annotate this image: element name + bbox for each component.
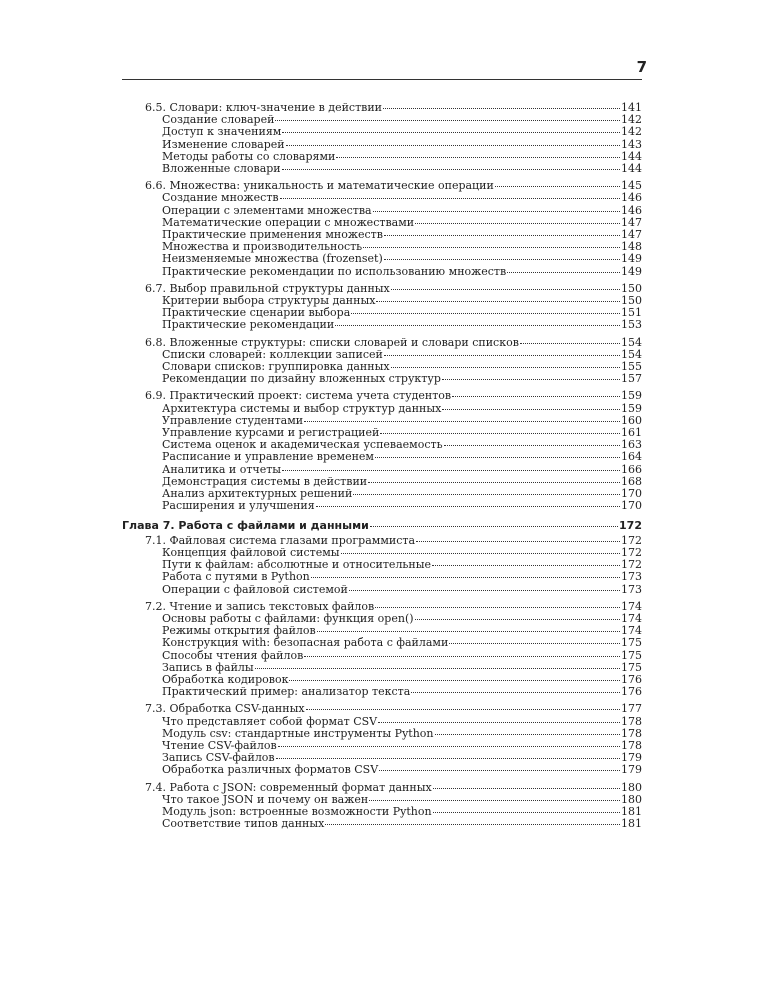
toc-subsection-entry <box>122 349 642 361</box>
toc-entry-title: Методы работы со словарями <box>162 150 336 163</box>
dot-leader <box>415 617 620 620</box>
toc-entry-title: Словари списков: группировка данных <box>162 361 390 374</box>
toc-subsection-entry <box>122 728 642 740</box>
toc-subsection-entry <box>122 114 642 126</box>
dot-leader <box>368 480 620 483</box>
toc-subsection-entry <box>122 662 642 674</box>
dot-leader <box>380 431 620 434</box>
toc-entry-page: 145 <box>621 180 642 193</box>
toc-subsection-entry <box>122 295 642 307</box>
toc-subsection-entry <box>122 151 642 163</box>
toc-entry-title: Глава 7. Работа с файлами и данными <box>122 519 369 532</box>
toc-subsection-entry <box>122 500 642 512</box>
toc-entry-page: 151 <box>621 307 642 320</box>
toc-entry-title: Модуль csv: стандартные инструменты Python <box>162 727 434 740</box>
toc-entry-title: 6.6. Множества: уникальность и математические операции <box>145 180 494 193</box>
toc-entry-title: Управление курсами и регистрацией <box>162 427 380 440</box>
dot-leader <box>304 419 620 422</box>
toc-section-entry <box>122 337 642 349</box>
toc-subsection-entry <box>122 229 642 241</box>
toc-section-entry <box>122 102 642 114</box>
toc-subsection-entry <box>122 403 642 415</box>
dot-leader <box>353 492 620 495</box>
toc-section-entry <box>122 703 642 715</box>
toc-section-entry <box>122 390 642 402</box>
toc-entry-title: 6.8. Вложенные структуры: списки словарей и словари списков <box>145 336 519 349</box>
toc-entry-title: Создание словарей <box>162 114 275 127</box>
toc-entry-title: Практические сценарии выбора <box>162 307 351 320</box>
toc-entry-title: 7.4. Работа с JSON: современный формат данных <box>145 781 432 794</box>
toc-entry-page: 149 <box>621 265 642 278</box>
dot-leader <box>276 756 620 759</box>
toc-entry-page: 172 <box>619 519 642 532</box>
toc-entry-page: 150 <box>621 282 642 295</box>
toc-entry-page: 143 <box>621 138 642 151</box>
toc-entry-page: 170 <box>621 500 642 513</box>
toc-entry-page: 146 <box>621 204 642 217</box>
dot-leader <box>375 455 620 458</box>
dot-leader <box>433 786 620 789</box>
toc-entry-page: 147 <box>621 216 642 229</box>
dot-leader <box>370 524 618 527</box>
dot-leader <box>341 551 620 554</box>
dot-leader <box>411 690 620 693</box>
toc-entry-title: Работа с путями в Python <box>162 571 310 584</box>
toc-entry-page: 166 <box>621 463 642 476</box>
toc-entry-page: 176 <box>621 686 642 699</box>
dot-leader <box>507 270 620 273</box>
toc-entry-page: 181 <box>621 818 642 831</box>
toc-entry-title: Практические применения множеств <box>162 229 383 242</box>
dot-leader <box>391 365 620 368</box>
toc-subsection-entry <box>122 764 642 776</box>
toc-entry-title: Пути к файлам: абсолютные и относительные <box>162 559 432 572</box>
toc-entry-title: Критерии выбора структуры данных <box>162 295 376 308</box>
toc-entry-title: Чтение CSV-файлов <box>162 739 277 752</box>
toc-entry-page: 154 <box>621 348 642 361</box>
toc-entry-title: Доступ к значениям <box>162 126 282 139</box>
toc-entry-page: 179 <box>621 764 642 777</box>
toc-subsection-entry <box>122 163 642 175</box>
toc-entry-title: Модуль json: встроенные возможности Python <box>162 805 432 818</box>
toc-entry-title: Что представляет собой формат CSV <box>162 715 378 728</box>
toc-entry-page: 160 <box>621 414 642 427</box>
toc-entry-title: Режимы открытия файлов <box>162 625 316 638</box>
toc-entry-page: 154 <box>621 336 642 349</box>
toc-entry-page: 147 <box>621 229 642 242</box>
toc-entry-page: 142 <box>621 126 642 139</box>
toc-subsection-entry <box>122 650 642 662</box>
toc-entry-page: 173 <box>621 571 642 584</box>
toc-entry-title: Операции с файловой системой <box>162 583 348 596</box>
toc-section-entry <box>122 283 642 295</box>
toc-entry-page: 141 <box>621 102 642 114</box>
toc-entry-title: Множества и производительность <box>162 241 363 254</box>
toc-entry-title: Операции с элементами множества <box>162 204 372 217</box>
toc-subsection-entry <box>122 464 642 476</box>
dot-leader <box>349 588 620 591</box>
toc-entry-title: 6.5. Словари: ключ-значение в действии <box>145 102 383 114</box>
dot-leader <box>433 810 620 813</box>
dot-leader <box>275 118 620 121</box>
toc-entry-title: Конструкция with: безопасная работа с файлами <box>162 637 449 650</box>
dot-leader <box>306 707 620 710</box>
toc-subsection-entry <box>122 139 642 151</box>
dot-leader <box>391 287 620 290</box>
toc-subsection-entry <box>122 716 642 728</box>
toc-subsection-entry <box>122 476 642 488</box>
toc-subsection-entry <box>122 205 642 217</box>
dot-leader <box>416 539 620 542</box>
toc-entry-page: 159 <box>621 390 642 403</box>
dot-leader <box>363 245 620 248</box>
toc-subsection-entry <box>122 752 642 764</box>
toc-entry-title: Практические рекомендации <box>162 319 335 332</box>
toc-entry-title: Практические рекомендации по использованию множеств <box>162 265 507 278</box>
toc-entry-page: 144 <box>621 150 642 163</box>
toc-entry-page: 174 <box>621 612 642 625</box>
toc-section-entry <box>122 782 642 794</box>
toc-entry-page: 172 <box>621 546 642 559</box>
toc-entry-title: Создание множеств <box>162 192 279 205</box>
toc-subsection-entry <box>122 794 642 806</box>
toc-entry-page: 172 <box>621 559 642 572</box>
toc-subsection-entry <box>122 637 642 649</box>
toc-entry-title: Архитектура системы и выбор структур данных <box>162 402 442 415</box>
toc-entry-title: Расписание и управление временем <box>162 451 374 464</box>
toc-subsection-entry <box>122 806 642 818</box>
toc-entry-title: Анализ архитектурных решений <box>162 488 353 501</box>
dot-leader <box>452 394 620 397</box>
toc-entry-page: 159 <box>621 402 642 415</box>
toc-entry-title: Вложенные словари <box>162 163 281 176</box>
dot-leader <box>304 654 620 657</box>
dot-leader <box>442 407 620 410</box>
toc-entry-title: Неизменяемые множества (frozenset) <box>162 253 383 266</box>
dot-leader <box>442 377 620 380</box>
toc-subsection-entry <box>122 439 642 451</box>
dot-leader <box>282 130 620 133</box>
toc-entry-page: 163 <box>621 439 642 452</box>
toc-subsection-entry <box>122 571 642 583</box>
dot-leader <box>255 666 620 669</box>
dot-leader <box>311 575 620 578</box>
toc-subsection-entry <box>122 266 642 278</box>
toc-subsection-entry <box>122 217 642 229</box>
dot-leader <box>375 605 620 608</box>
toc-entry-title: 7.3. Обработка CSV-данных <box>145 703 305 716</box>
toc-section-entry <box>122 601 642 613</box>
toc-entry-title: Расширения и улучшения <box>162 500 315 513</box>
toc-subsection-entry <box>122 625 642 637</box>
toc-entry-title: Управление студентами <box>162 414 304 427</box>
toc-entry-page: 170 <box>621 488 642 501</box>
dot-leader <box>280 196 620 199</box>
toc-entry-page: 161 <box>621 427 642 440</box>
toc-entry-page: 144 <box>621 163 642 176</box>
header-rule <box>122 79 642 80</box>
page-number: 7 <box>636 58 647 76</box>
toc-chapter-entry <box>122 520 642 532</box>
dot-leader <box>325 822 620 825</box>
dot-leader <box>384 257 620 260</box>
toc-subsection-entry <box>122 427 642 439</box>
toc-entry-page: 164 <box>621 451 642 464</box>
toc-section-entry <box>122 180 642 192</box>
dot-leader <box>384 353 620 356</box>
toc-subsection-entry <box>122 559 642 571</box>
toc-subsection-entry <box>122 674 642 686</box>
toc-entry-title: Что такое JSON и почему он важен <box>162 793 369 806</box>
toc-entry-title: Практический пример: анализатор текста <box>162 686 411 699</box>
toc-entry-page: 148 <box>621 241 642 254</box>
toc-entry-page: 149 <box>621 253 642 266</box>
toc-subsection-entry <box>122 584 642 596</box>
toc-entry-page: 174 <box>621 600 642 613</box>
table-of-contents <box>122 102 642 830</box>
dot-leader <box>286 143 620 146</box>
dot-leader <box>435 732 621 735</box>
toc-subsection-entry <box>122 307 642 319</box>
toc-subsection-entry <box>122 415 642 427</box>
toc-entry-title: Концепция файловой системы <box>162 546 340 559</box>
dot-leader <box>373 209 620 212</box>
toc-entry-title: Математические операции с множествами <box>162 216 415 229</box>
dot-leader <box>495 184 620 187</box>
toc-entry-page: 178 <box>621 715 642 728</box>
toc-section-entry <box>122 535 642 547</box>
toc-entry-page: 180 <box>621 781 642 794</box>
dot-leader <box>336 155 620 158</box>
toc-entry-title: Изменение словарей <box>162 138 285 151</box>
toc-entry-page: 176 <box>621 673 642 686</box>
dot-leader <box>369 798 620 801</box>
toc-entry-title: Запись CSV-файлов <box>162 752 275 765</box>
toc-entry-title: Способы чтения файлов <box>162 649 304 662</box>
toc-entry-page: 172 <box>621 534 642 547</box>
dot-leader <box>378 720 620 723</box>
dot-leader <box>289 678 620 681</box>
toc-entry-page: 181 <box>621 805 642 818</box>
toc-subsection-entry <box>122 613 642 625</box>
dot-leader <box>317 629 620 632</box>
toc-subsection-entry <box>122 253 642 265</box>
dot-leader <box>316 504 620 507</box>
toc-entry-page: 177 <box>621 703 642 716</box>
toc-entry-title: 6.7. Выбор правильной структуры данных <box>145 282 390 295</box>
toc-entry-page: 175 <box>621 637 642 650</box>
dot-leader <box>449 641 620 644</box>
toc-entry-page: 153 <box>621 319 642 332</box>
toc-entry-page: 157 <box>621 373 642 386</box>
dot-leader <box>376 299 620 302</box>
toc-subsection-entry <box>122 373 642 385</box>
dot-leader <box>432 563 620 566</box>
toc-entry-page: 174 <box>621 625 642 638</box>
toc-entry-page: 150 <box>621 295 642 308</box>
toc-subsection-entry <box>122 126 642 138</box>
dot-leader <box>335 323 620 326</box>
toc-entry-page: 178 <box>621 739 642 752</box>
toc-entry-title: Запись в файлы <box>162 661 254 674</box>
toc-subsection-entry <box>122 192 642 204</box>
toc-entry-title: Система оценок и академическая успеваемость <box>162 439 443 452</box>
toc-subsection-entry <box>122 547 642 559</box>
toc-entry-page: 178 <box>621 727 642 740</box>
toc-entry-page: 175 <box>621 661 642 674</box>
dot-leader <box>383 106 620 109</box>
dot-leader <box>278 744 620 747</box>
toc-subsection-entry <box>122 361 642 373</box>
toc-entry-page: 142 <box>621 114 642 127</box>
toc-entry-page: 146 <box>621 192 642 205</box>
toc-subsection-entry <box>122 241 642 253</box>
toc-entry-page: 180 <box>621 793 642 806</box>
toc-entry-title: Аналитика и отчеты <box>162 463 282 476</box>
toc-entry-title: Обработка различных форматов CSV <box>162 764 379 777</box>
toc-entry-page: 155 <box>621 361 642 374</box>
toc-subsection-entry <box>122 319 642 331</box>
toc-entry-title: Основы работы с файлами: функция open() <box>162 612 414 625</box>
dot-leader <box>379 768 620 771</box>
toc-entry-page: 179 <box>621 752 642 765</box>
toc-entry-title: 6.9. Практический проект: система учета студентов <box>145 390 452 403</box>
toc-subsection-entry <box>122 686 642 698</box>
dot-leader <box>384 233 620 236</box>
toc-subsection-entry <box>122 451 642 463</box>
dot-leader <box>351 311 620 314</box>
toc-entry-page: 173 <box>621 583 642 596</box>
toc-entry-title: Соответствие типов данных <box>162 818 325 831</box>
dot-leader <box>520 341 620 344</box>
toc-subsection-entry <box>122 488 642 500</box>
toc-entry-title: 7.2. Чтение и запись текстовых файлов <box>145 600 375 613</box>
dot-leader <box>444 443 620 446</box>
dot-leader <box>415 221 620 224</box>
toc-entry-page: 175 <box>621 649 642 662</box>
dot-leader <box>282 468 620 471</box>
toc-entry-title: Демонстрация системы в действии <box>162 475 368 488</box>
dot-leader <box>282 167 620 170</box>
toc-subsection-entry <box>122 818 642 830</box>
toc-subsection-entry <box>122 740 642 752</box>
toc-entry-title: Обработка кодировок <box>162 673 289 686</box>
toc-entry-title: 7.1. Файловая система глазами программиста <box>145 534 416 547</box>
toc-entry-title: Списки словарей: коллекции записей <box>162 348 383 361</box>
toc-entry-title: Рекомендации по дизайну вложенных структур <box>162 373 441 386</box>
toc-entry-page: 168 <box>621 475 642 488</box>
